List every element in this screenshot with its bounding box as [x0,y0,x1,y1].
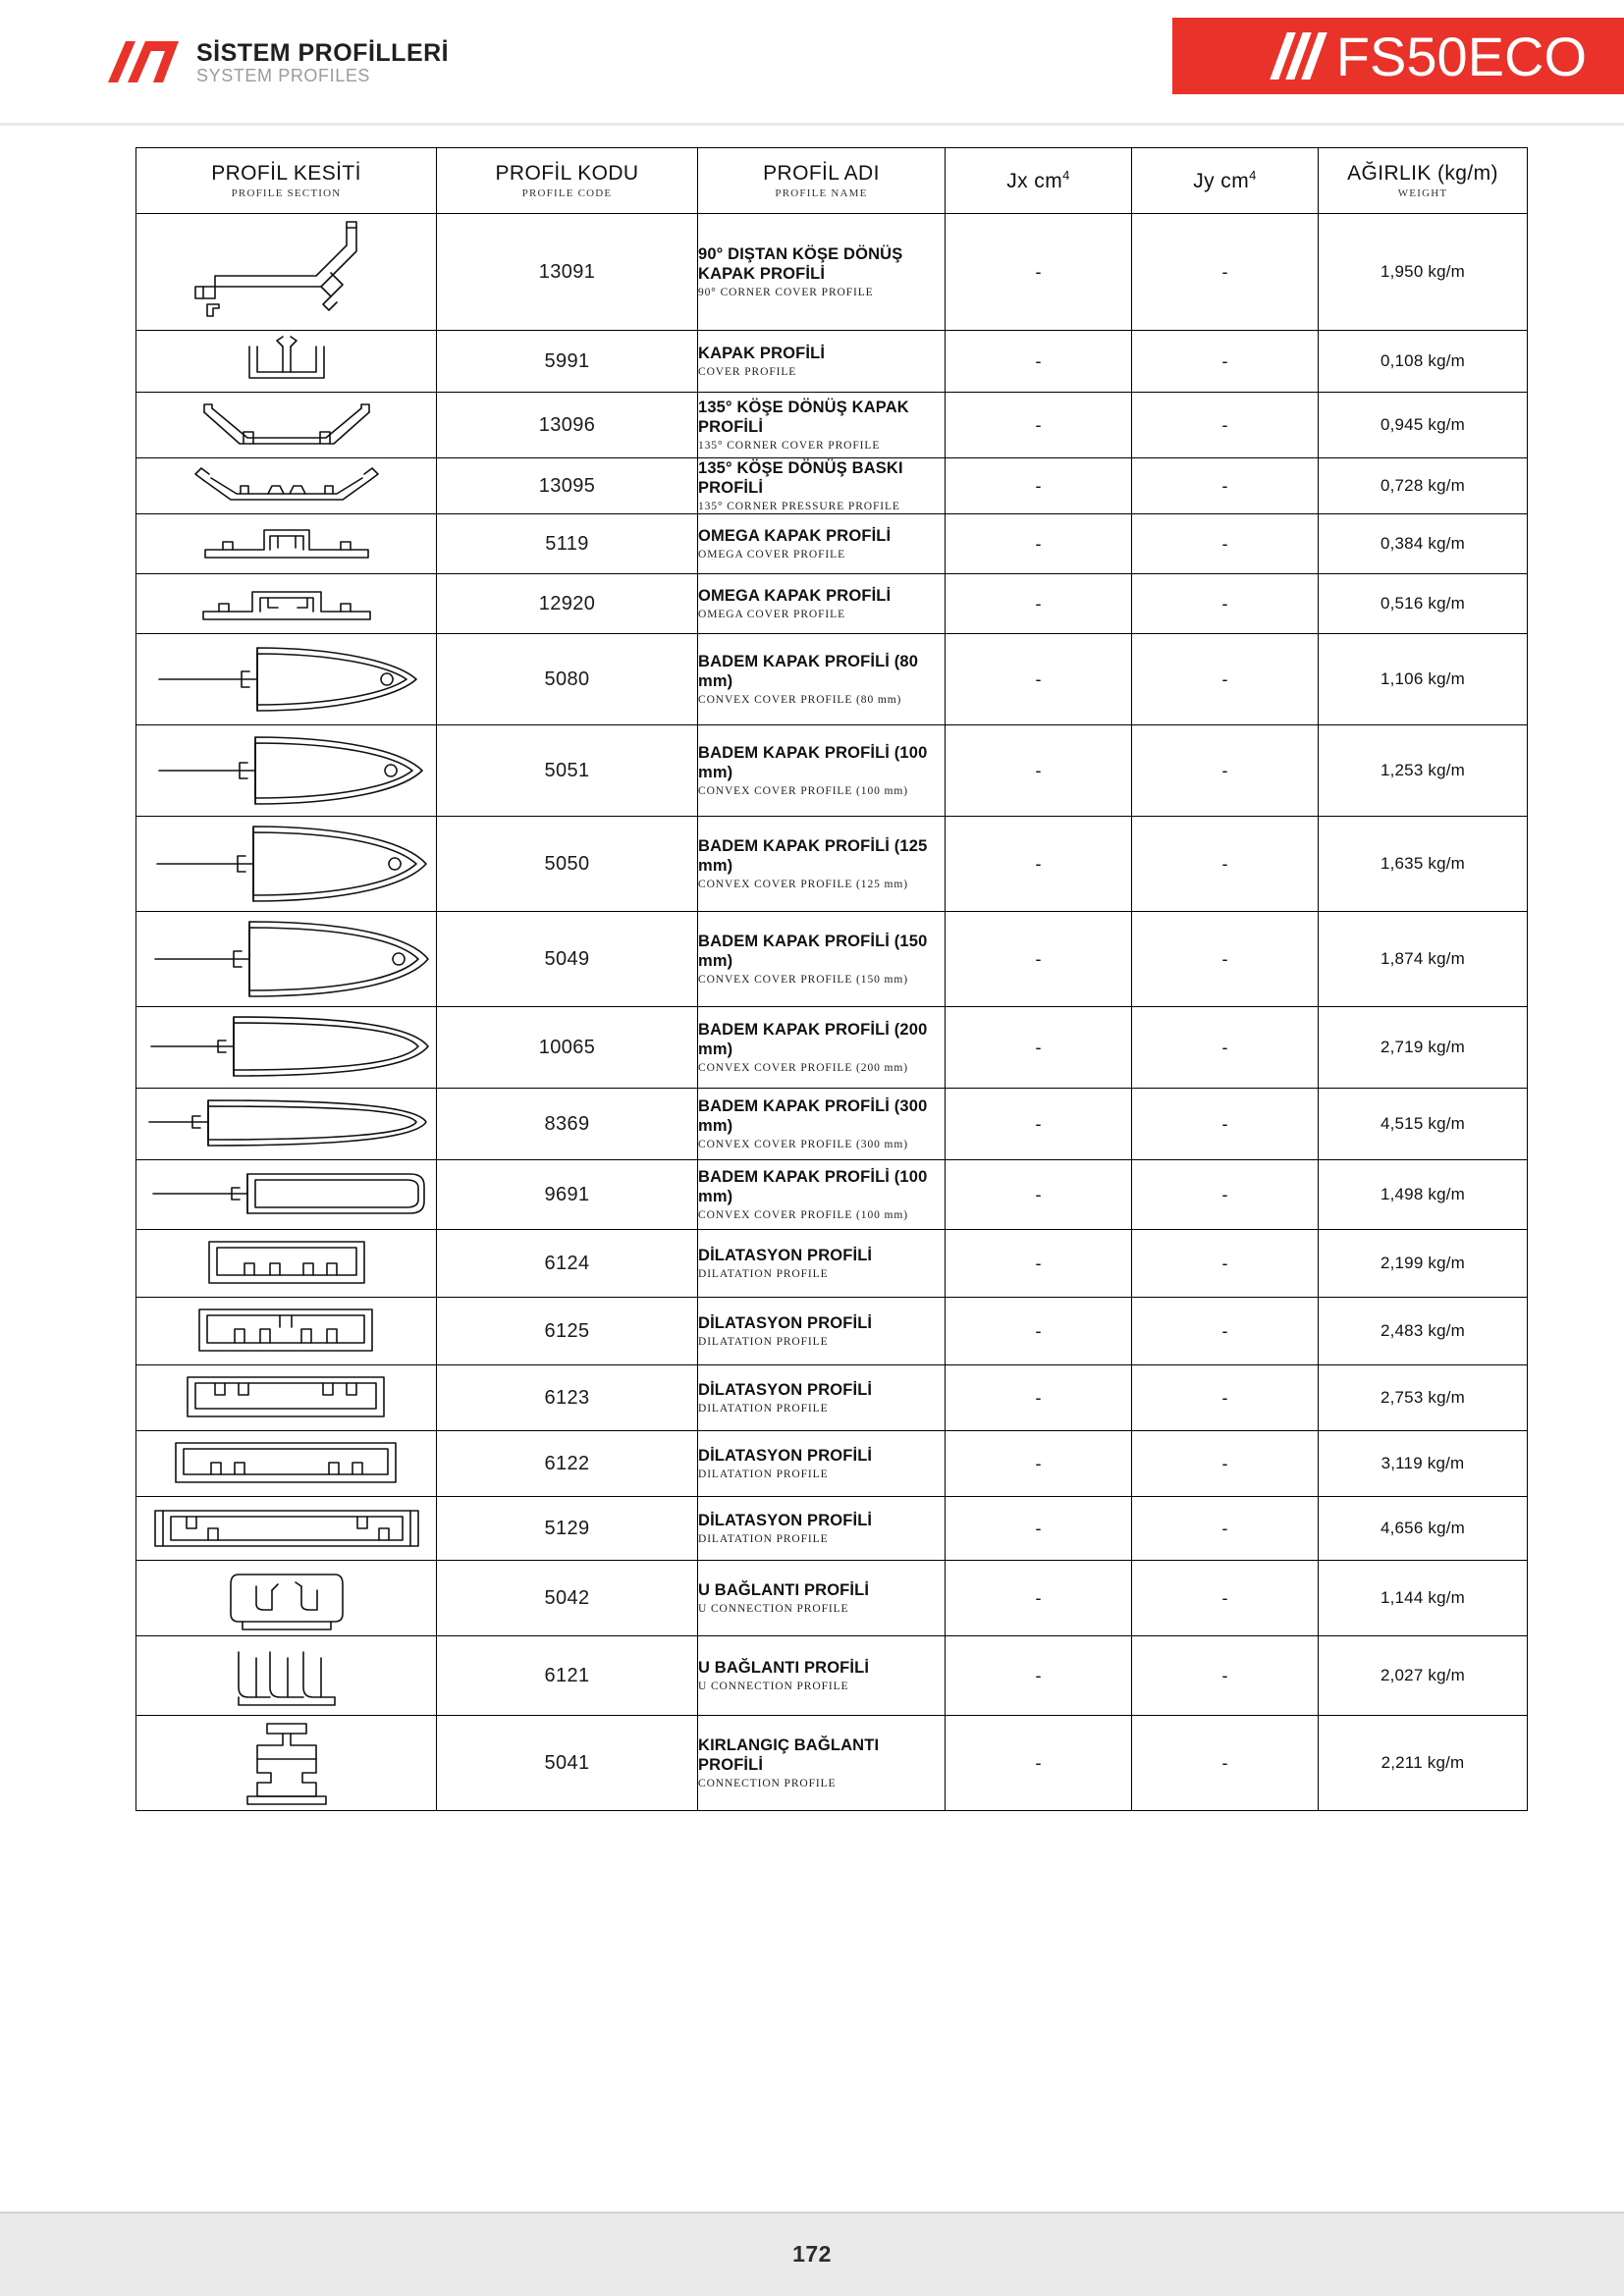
page-footer [0,2212,1624,2296]
profile-name [698,1716,946,1811]
slash-decoration-icon [1270,32,1326,80]
table-row [136,1160,1528,1230]
table-row [136,912,1528,1007]
profile-section-drawing [136,1007,437,1089]
profile-weight: 4,656 kg/m [1319,1497,1528,1561]
profile-name-tr: 90° DIŞTAN KÖŞE DÖNÜŞ KAPAK PROFİLİ [698,244,903,283]
profile-section-drawing [136,1365,437,1431]
page-number: 172 [792,2240,832,2267]
profile-jx: - [946,912,1132,1007]
table-row [136,214,1528,331]
profile-jy: - [1132,331,1319,393]
table-row [136,1089,1528,1160]
profile-name [698,393,946,458]
profile-weight: 1,253 kg/m [1319,725,1528,817]
column-header-section-main: PROFİL KESİTİ [211,162,361,185]
profile-code: 5049 [437,912,698,1007]
column-header-weight [1319,148,1528,214]
profile-name-en: CONVEX COVER PROFILE (150 mm) [698,974,908,987]
column-header-jx-text: Jx cm [1006,170,1063,192]
profile-weight: 1,106 kg/m [1319,634,1528,725]
profile-jx: - [946,634,1132,725]
profile-name-en: DILATATION PROFILE [698,1468,829,1481]
profile-code: 13096 [437,393,698,458]
profile-code: 6121 [437,1636,698,1716]
profile-name-en: U CONNECTION PROFILE [698,1603,849,1616]
profile-code: 5119 [437,514,698,574]
profile-jx: - [946,214,1132,331]
brand-subtitle: SYSTEM PROFILES [196,65,371,85]
profile-name-tr: BADEM KAPAK PROFİLİ (80 mm) [698,653,919,691]
profile-name [698,574,946,634]
profiles-table-wrapper [135,147,1498,1811]
profile-section-drawing [136,1298,437,1365]
profile-jy: - [1132,1230,1319,1298]
profile-name-tr: BADEM KAPAK PROFİLİ (150 mm) [698,933,928,971]
profile-name-en: 90° CORNER COVER PROFILE [698,287,874,299]
table-row [136,1431,1528,1497]
column-header-weight-main: AĞIRLIK (kg/m) [1347,162,1498,185]
profile-name-en: CONNECTION PROFILE [698,1778,837,1790]
profile-name [698,1431,946,1497]
table-row [136,1716,1528,1811]
column-header-jy [1132,148,1319,214]
profile-jy: - [1132,1561,1319,1636]
profile-name-tr: BADEM KAPAK PROFİLİ (100 mm) [698,744,928,782]
table-row [136,725,1528,817]
profile-name-en: CONVEX COVER PROFILE (100 mm) [698,1209,908,1222]
profile-section-drawing [136,458,437,514]
table-row [136,1365,1528,1431]
column-header-name-main: PROFİL ADI [763,162,880,185]
column-header-section-sub: PROFILE SECTION [231,187,342,199]
profile-name-en: OMEGA COVER PROFILE [698,609,846,621]
profile-weight: 4,515 kg/m [1319,1089,1528,1160]
profile-name [698,331,946,393]
profile-name [698,725,946,817]
table-row [136,1636,1528,1716]
profile-section-drawing [136,1636,437,1716]
profile-code: 9691 [437,1160,698,1230]
profile-jy: - [1132,574,1319,634]
profile-name-tr: KIRLANGIÇ BAĞLANTI PROFİLİ [698,1736,880,1775]
profile-name-tr: BADEM KAPAK PROFİLİ (125 mm) [698,837,928,876]
column-header-jy-text: Jy cm [1193,170,1250,192]
profile-weight: 0,516 kg/m [1319,574,1528,634]
profile-jx: - [946,514,1132,574]
profile-name [698,1298,946,1365]
profile-weight: 1,498 kg/m [1319,1160,1528,1230]
profile-code: 5991 [437,331,698,393]
profile-weight: 2,483 kg/m [1319,1298,1528,1365]
profile-name-en: 135° CORNER PRESSURE PROFILE [698,501,900,513]
profile-jy: - [1132,1365,1319,1431]
profile-weight: 2,211 kg/m [1319,1716,1528,1811]
profile-name-tr: OMEGA KAPAK PROFİLİ [698,527,892,546]
profile-jx: - [946,817,1132,912]
profile-name [698,634,946,725]
profile-weight: 2,199 kg/m [1319,1230,1528,1298]
profile-section-drawing [136,214,437,331]
profile-name [698,1007,946,1089]
table-row [136,514,1528,574]
profile-jy: - [1132,634,1319,725]
profile-jy: - [1132,1089,1319,1160]
profile-name-tr: DİLATASYON PROFİLİ [698,1381,873,1400]
profile-jy: - [1132,1497,1319,1561]
profile-jx: - [946,1230,1132,1298]
profile-name [698,1636,946,1716]
profile-name-en: CONVEX COVER PROFILE (200 mm) [698,1062,908,1075]
profile-code: 13095 [437,458,698,514]
profile-weight: 1,874 kg/m [1319,912,1528,1007]
profile-section-drawing [136,1230,437,1298]
profile-name-tr: DİLATASYON PROFİLİ [698,1247,873,1265]
footer-divider [0,2212,1624,2214]
profile-section-drawing [136,725,437,817]
profile-weight: 2,753 kg/m [1319,1365,1528,1431]
profile-name-tr: BADEM KAPAK PROFİLİ (300 mm) [698,1097,928,1136]
profile-section-drawing [136,912,437,1007]
profile-section-drawing [136,574,437,634]
profile-jx: - [946,393,1132,458]
profile-weight: 1,144 kg/m [1319,1561,1528,1636]
column-header-jx [946,148,1132,214]
column-header-section [136,148,437,214]
profile-jx: - [946,574,1132,634]
table-row [136,331,1528,393]
profile-jx: - [946,331,1132,393]
profile-code: 13091 [437,214,698,331]
profile-name-en: DILATATION PROFILE [698,1533,829,1546]
profile-code: 6125 [437,1298,698,1365]
profile-code: 8369 [437,1089,698,1160]
profile-name-tr: 135° KÖŞE DÖNÜŞ BASKI PROFİLİ [698,459,903,498]
page-header [0,0,1624,126]
profile-jy: - [1132,514,1319,574]
column-header-code [437,148,698,214]
column-header-jx-main [946,168,1131,193]
profile-name-en: DILATATION PROFILE [698,1336,829,1349]
profile-name [698,1230,946,1298]
profile-jy: - [1132,1636,1319,1716]
profile-name-tr: BADEM KAPAK PROFİLİ (100 mm) [698,1168,928,1206]
header-divider [0,123,1624,126]
profile-weight: 0,728 kg/m [1319,458,1528,514]
column-header-name [698,148,946,214]
profile-jx: - [946,1298,1132,1365]
profile-name [698,817,946,912]
profile-name [698,514,946,574]
profile-code: 5129 [437,1497,698,1561]
company-logo-icon [106,37,183,88]
profile-name [698,912,946,1007]
profile-section-drawing [136,1561,437,1636]
profile-jy: - [1132,1431,1319,1497]
profile-section-drawing [136,1497,437,1561]
series-title: FS50ECO [1335,25,1587,87]
profile-name-tr: BADEM KAPAK PROFİLİ (200 mm) [698,1021,928,1059]
table-row [136,458,1528,514]
profile-name-tr: DİLATASYON PROFİLİ [698,1512,873,1530]
profile-name [698,1089,946,1160]
profile-weight: 0,108 kg/m [1319,331,1528,393]
profile-jy: - [1132,393,1319,458]
profile-weight: 2,719 kg/m [1319,1007,1528,1089]
column-header-jy-main [1132,168,1318,193]
table-row [136,574,1528,634]
profile-jx: - [946,1561,1132,1636]
profile-name-en: CONVEX COVER PROFILE (125 mm) [698,879,908,891]
column-header-code-sub: PROFILE CODE [521,187,613,199]
profile-jx: - [946,1089,1132,1160]
profile-name-tr: DİLATASYON PROFİLİ [698,1314,873,1333]
profile-name [698,1561,946,1636]
profile-jx: - [946,1431,1132,1497]
table-header-row [136,148,1528,214]
profile-code: 5080 [437,634,698,725]
profile-name-tr: U BAĞLANTI PROFİLİ [698,1659,870,1678]
profile-weight: 2,027 kg/m [1319,1636,1528,1716]
profile-name-en: 135° CORNER COVER PROFILE [698,440,881,453]
profile-jy: - [1132,1298,1319,1365]
profile-jx: - [946,1007,1132,1089]
table-row [136,393,1528,458]
profile-weight: 3,119 kg/m [1319,1431,1528,1497]
profile-jx: - [946,1160,1132,1230]
profile-weight: 1,950 kg/m [1319,214,1528,331]
profile-weight: 0,945 kg/m [1319,393,1528,458]
profile-section-drawing [136,331,437,393]
table-row [136,817,1528,912]
column-header-code-main: PROFİL KODU [495,162,639,185]
profile-jy: - [1132,458,1319,514]
profile-jx: - [946,725,1132,817]
profile-name-en: DILATATION PROFILE [698,1403,829,1415]
profile-code: 5041 [437,1716,698,1811]
profile-code: 5051 [437,725,698,817]
table-body [136,214,1528,1811]
profile-name-en: OMEGA COVER PROFILE [698,549,846,561]
profile-jx: - [946,1365,1132,1431]
profile-jx: - [946,1497,1132,1561]
profile-section-drawing [136,817,437,912]
profile-code: 6124 [437,1230,698,1298]
profile-weight: 1,635 kg/m [1319,817,1528,912]
profile-name-tr: KAPAK PROFİLİ [698,344,826,362]
profile-name [698,458,946,514]
profile-section-drawing [136,393,437,458]
profile-code: 5050 [437,817,698,912]
profile-jx: - [946,1716,1132,1811]
table-row [136,634,1528,725]
profile-section-drawing [136,1431,437,1497]
series-banner [1172,18,1624,94]
profile-name-en: COVER PROFILE [698,365,797,378]
profile-name-en: DILATATION PROFILE [698,1268,829,1281]
profile-jx: - [946,458,1132,514]
table-row [136,1497,1528,1561]
profile-name-tr: OMEGA KAPAK PROFİLİ [698,587,892,606]
profile-jy: - [1132,725,1319,817]
profile-name [698,1365,946,1431]
profile-jy: - [1132,1007,1319,1089]
profile-jy: - [1132,214,1319,331]
profile-section-drawing [136,1089,437,1160]
profile-section-drawing [136,1716,437,1811]
profiles-table [135,147,1528,1811]
profile-code: 12920 [437,574,698,634]
profile-name-en: CONVEX COVER PROFILE (80 mm) [698,694,902,707]
profile-code: 6123 [437,1365,698,1431]
profile-jy: - [1132,817,1319,912]
profile-name-tr: 135° KÖŞE DÖNÜŞ KAPAK PROFİLİ [698,398,909,436]
profile-jx: - [946,1636,1132,1716]
table-row [136,1298,1528,1365]
profile-name-tr: DİLATASYON PROFİLİ [698,1447,873,1466]
profile-jy: - [1132,1716,1319,1811]
profile-jy: - [1132,1160,1319,1230]
profile-weight: 0,384 kg/m [1319,514,1528,574]
profile-code: 6122 [437,1431,698,1497]
table-row [136,1561,1528,1636]
profile-name-en: U CONNECTION PROFILE [698,1681,849,1693]
column-header-name-sub: PROFILE NAME [775,187,868,199]
profile-section-drawing [136,514,437,574]
profile-code: 10065 [437,1007,698,1089]
column-header-weight-sub: WEIGHT [1397,187,1448,199]
profile-section-drawing [136,634,437,725]
profile-section-drawing [136,1160,437,1230]
profile-name-en: CONVEX COVER PROFILE (300 mm) [698,1139,908,1151]
column-header-jx-sup: 4 [1062,168,1070,183]
profile-name [698,1497,946,1561]
profile-code: 5042 [437,1561,698,1636]
profile-name [698,1160,946,1230]
brand-title: SİSTEM PROFİLLERİ [196,39,450,68]
brand-logo [106,37,449,88]
profile-name-tr: U BAĞLANTI PROFİLİ [698,1581,870,1600]
profile-name-en: CONVEX COVER PROFILE (100 mm) [698,785,908,798]
profile-jy: - [1132,912,1319,1007]
column-header-jy-sup: 4 [1249,168,1257,183]
table-row [136,1230,1528,1298]
profile-name [698,214,946,331]
table-row [136,1007,1528,1089]
